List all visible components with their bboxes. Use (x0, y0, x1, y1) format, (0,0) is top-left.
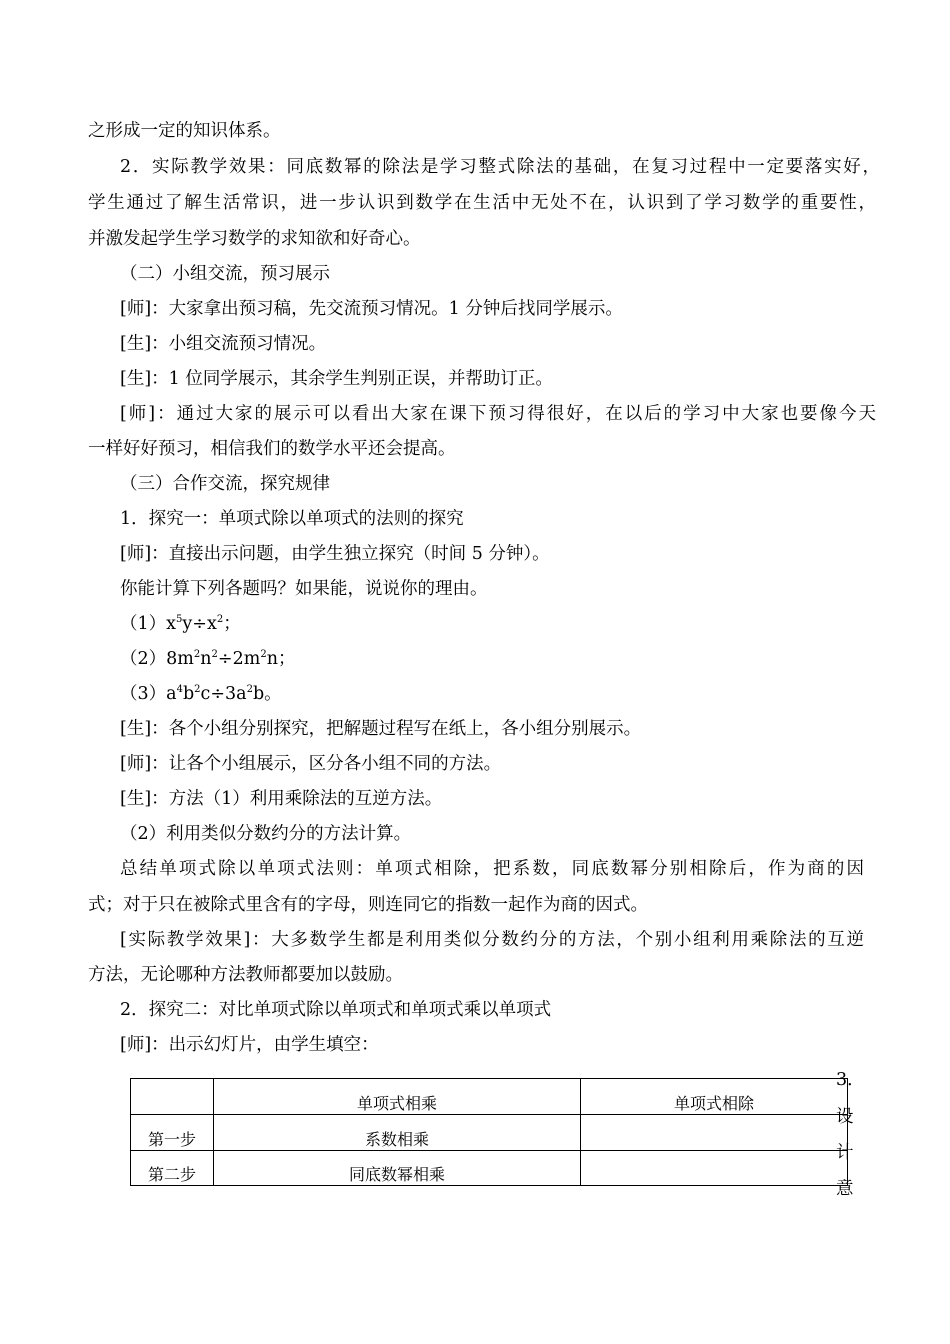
text-line: [师]：通过大家的展示可以看出大家在课下预习得很好，在以后的学习中大家也要像今天 (120, 404, 876, 424)
text-line: （2）利用类似分数约分的方法计算。 (120, 824, 412, 844)
table-row (131, 1115, 848, 1151)
text-line: 1．探究一：单项式除以单项式的法则的探究 (120, 509, 464, 529)
problem-1: $(1)x^5y\div x^2$； (120, 614, 241, 634)
table-header-row (131, 1079, 848, 1115)
text-line: [生]：方法（1）利用乘除法的互逆方法。 (120, 789, 443, 809)
text-line: [生]：各个小组分别探究，把解题过程写在纸上，各小组分别展示。 (120, 719, 642, 739)
text-line: 总结单项式除以单项式法则：单项式相除，把系数，同底数幂分别相除后，作为商的因 (120, 859, 864, 879)
text-line: 2．实际教学效果：同底数幂的除法是学习整式除法的基础，在复习过程中一定要落实好， (120, 157, 880, 177)
table-header-cell: 单项式相除 (581, 1079, 848, 1115)
table-header-cell (131, 1079, 214, 1115)
text-line: [师]：出示幻灯片，由学生填空： (120, 1035, 379, 1055)
text-line: [师]：直接出示问题，由学生独立探究（时间 5 分钟）。 (120, 544, 550, 564)
table-cell: 第二步 (131, 1151, 214, 1186)
text-line: [师]：大家拿出预习稿，先交流预习情况。1 分钟后找同学展示。 (120, 299, 623, 319)
text-line: 2．探究二：对比单项式除以单项式和单项式乘以单项式 (120, 1000, 552, 1020)
table-cell (581, 1151, 848, 1186)
text-line: [生]：小组交流预习情况。 (120, 334, 327, 354)
text-line: 一样好好预习，相信我们的数学水平还会提高。 (88, 439, 456, 459)
side-text: 意 (836, 1179, 854, 1199)
section-heading: （三）合作交流，探究规律 (120, 474, 330, 494)
text-line: 式；对于只在被除式里含有的字母，则连同它的指数一起作为商的因式。 (88, 895, 648, 915)
text-line: 之形成一定的知识体系。 (88, 121, 281, 141)
problem-2: $(2)8m^2n^2\div 2m^2n$； (120, 649, 296, 669)
text-line: 你能计算下列各题吗？如果能，说说你的理由。 (120, 579, 488, 599)
side-text: 3． (836, 1070, 865, 1090)
table-header-cell: 单项式相乘 (214, 1079, 581, 1115)
table-row (131, 1151, 848, 1186)
side-text: 设 (836, 1107, 854, 1127)
side-text: 计 (836, 1143, 854, 1163)
table-cell: 同底数幂相乘 (214, 1151, 581, 1186)
table-cell (581, 1115, 848, 1151)
text-line: 并激发起学生学习数学的求知欲和好奇心。 (88, 229, 421, 249)
text-line: [师]：让各个小组展示，区分各小组不同的方法。 (120, 754, 502, 774)
text-line: [生]：1 位同学展示，其余学生判别正误，并帮助订正。 (120, 369, 553, 389)
table-cell: 第一步 (131, 1115, 214, 1151)
text-line: 方法，无论哪种方法教师都要加以鼓励。 (88, 965, 403, 985)
section-heading: （二）小组交流，预习展示 (120, 264, 330, 284)
problem-3: $(3)a^4b^2c\div 3a^2b$。 (120, 684, 282, 704)
text-line: [实际教学效果]：大多数学生都是利用类似分数约分的方法，个别小组利用乘除法的互逆 (120, 930, 864, 950)
table-cell: 系数相乘 (214, 1115, 581, 1151)
comparison-table (130, 1078, 848, 1186)
text-line: 学生通过了解生活常识，进一步认识到数学在生活中无处不在，认识到了学习数学的重要性， (88, 193, 876, 213)
